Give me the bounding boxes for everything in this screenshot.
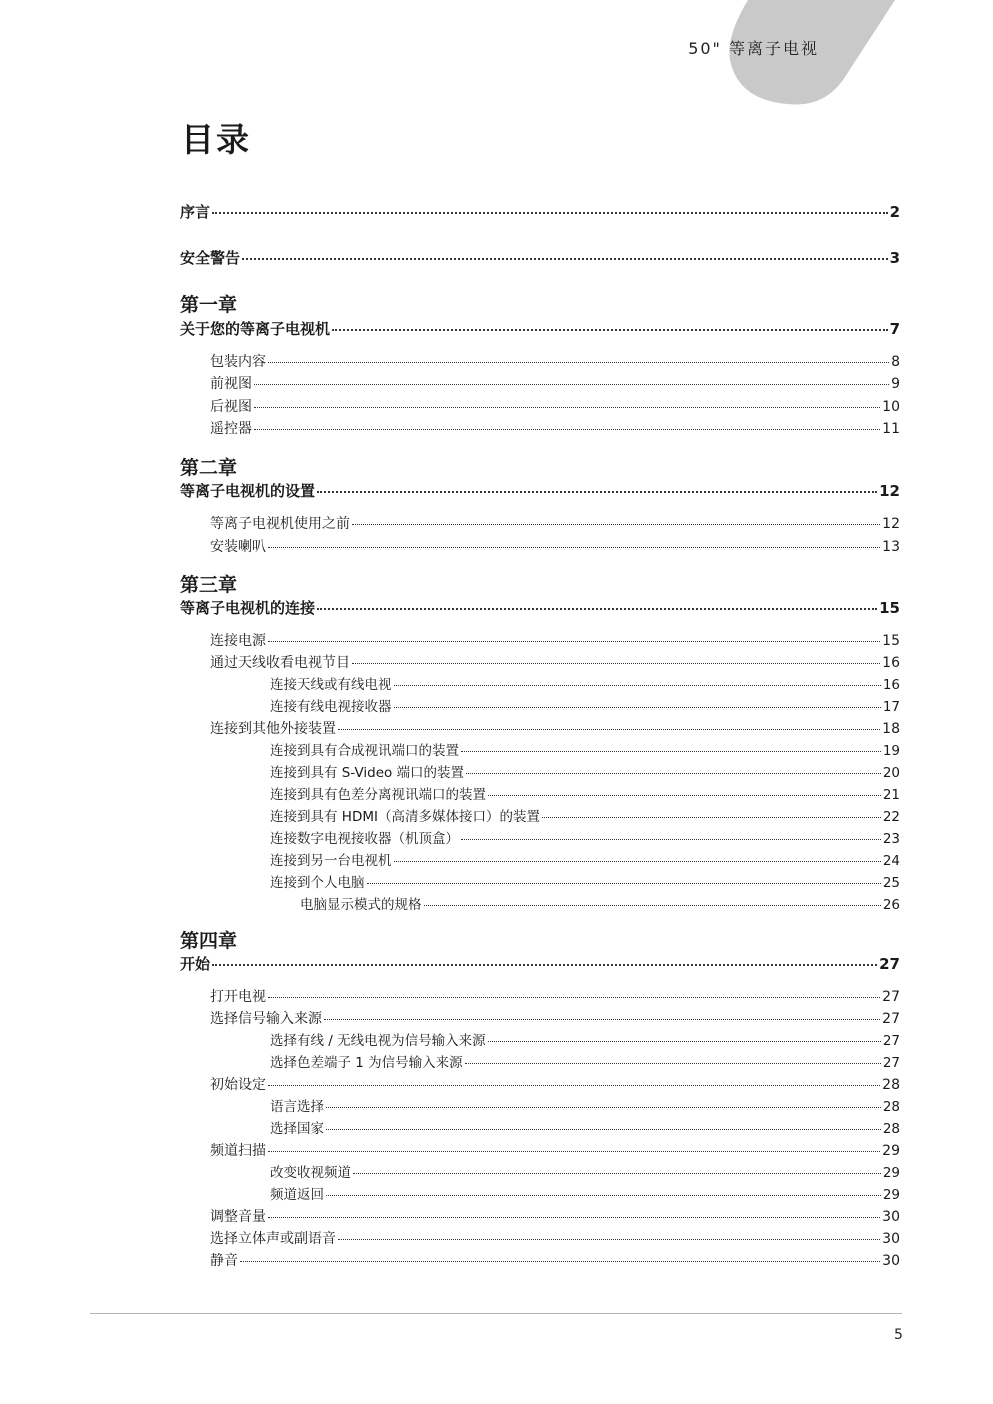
toc-entry-title: 电脑显示模式的规格 xyxy=(300,897,422,913)
dot-leader xyxy=(326,1128,881,1130)
toc-entry-title: 连接数字电视接收器（机顶盒） xyxy=(270,831,459,847)
toc-entry[interactable] xyxy=(210,374,900,394)
toc-entry[interactable] xyxy=(210,1075,900,1095)
toc-entry-page: 23 xyxy=(882,831,900,847)
toc-entry-page: 26 xyxy=(882,897,900,913)
toc-entry-page: 30 xyxy=(882,1209,900,1225)
toc-entry-title: 频道返回 xyxy=(270,1187,324,1203)
dot-leader xyxy=(317,607,877,610)
dot-leader xyxy=(268,1084,880,1086)
toc-entry[interactable] xyxy=(270,785,900,805)
toc-entry-page: 29 xyxy=(882,1187,900,1203)
footer-divider xyxy=(90,1313,902,1314)
toc-entry-page: 27 xyxy=(882,989,900,1005)
toc-entry-title: 通过天线收看电视节目 xyxy=(210,655,350,671)
toc-entry[interactable] xyxy=(270,1163,900,1183)
dot-leader xyxy=(488,1040,881,1042)
toc-entry[interactable] xyxy=(270,1053,900,1073)
dot-leader xyxy=(353,1172,881,1174)
toc-entry-page: 15 xyxy=(882,633,900,649)
dot-leader xyxy=(268,996,880,998)
dot-leader xyxy=(461,838,881,840)
toc-entry-title: 安全警告 xyxy=(180,249,241,267)
toc-entry[interactable] xyxy=(270,1185,900,1205)
toc-entry[interactable] xyxy=(270,829,900,849)
toc-entry-page: 21 xyxy=(882,787,900,803)
toc-entry-title: 连接天线或有线电视 xyxy=(270,677,392,693)
toc-entry-title: 连接有线电视接收器 xyxy=(270,699,392,715)
toc-entry-page: 13 xyxy=(882,539,900,555)
toc-entry-page: 11 xyxy=(882,421,900,437)
dot-leader xyxy=(317,490,877,493)
toc-entry[interactable] xyxy=(210,1229,900,1249)
toc-entry-title: 连接电源 xyxy=(210,633,266,649)
toc-entry-page: 27 xyxy=(882,1033,900,1049)
toc-entry[interactable] xyxy=(180,481,900,501)
toc-entry[interactable] xyxy=(300,895,900,915)
toc-entry-title: 选择立体声或副语音 xyxy=(210,1231,336,1247)
toc-entry-title: 等离子电视机的设置 xyxy=(180,482,316,500)
chapter-heading: 第四章 xyxy=(180,930,238,952)
toc-entry[interactable] xyxy=(210,537,900,557)
toc-entry-title: 开始 xyxy=(180,955,211,973)
dot-leader xyxy=(268,361,889,363)
dot-leader xyxy=(324,1018,880,1020)
toc-entry[interactable] xyxy=(270,807,900,827)
toc-entry[interactable] xyxy=(210,1009,900,1029)
toc-entry[interactable] xyxy=(210,397,900,417)
toc-entry[interactable] xyxy=(210,514,900,534)
dot-leader xyxy=(268,1216,880,1218)
toc-entry-title: 后视图 xyxy=(210,399,252,415)
toc-entry-page: 22 xyxy=(882,809,900,825)
dot-leader xyxy=(326,1106,881,1108)
toc-entry[interactable] xyxy=(210,419,900,439)
toc-entry-page: 27 xyxy=(879,955,900,973)
dot-leader xyxy=(352,523,880,525)
toc-entry-page: 19 xyxy=(882,743,900,759)
dot-leader xyxy=(338,1238,880,1240)
toc-entry-page: 28 xyxy=(882,1099,900,1115)
chapter-heading: 第一章 xyxy=(180,294,238,316)
toc-entry[interactable] xyxy=(270,851,900,871)
dot-leader xyxy=(394,706,881,708)
dot-leader xyxy=(254,428,880,430)
toc-entry[interactable] xyxy=(270,873,900,893)
toc-entry-title: 静音 xyxy=(210,1253,238,1269)
toc-entry-title: 调整音量 xyxy=(210,1209,266,1225)
toc-entry-page: 28 xyxy=(882,1121,900,1137)
toc-entry-title: 语言选择 xyxy=(270,1099,324,1115)
dot-leader xyxy=(254,406,880,408)
toc-entry-page: 30 xyxy=(882,1231,900,1247)
dot-leader xyxy=(465,1062,881,1064)
toc-entry-title: 序言 xyxy=(180,203,211,221)
dot-leader xyxy=(466,772,881,774)
toc-entry-title: 连接到具有 S-Video 端口的装置 xyxy=(270,765,465,781)
dot-leader xyxy=(242,257,888,260)
toc-entry-page: 3 xyxy=(889,249,900,267)
toc-entry-title: 连接到具有色差分离视讯端口的装置 xyxy=(270,787,486,803)
toc-entry-title: 选择信号输入来源 xyxy=(210,1011,322,1027)
toc-entry[interactable] xyxy=(210,1141,900,1161)
dot-leader xyxy=(352,662,880,664)
toc-entry-title: 包装内容 xyxy=(210,354,266,370)
page-number: 5 xyxy=(894,1327,903,1343)
toc-entry-page: 8 xyxy=(891,354,900,370)
document-header-title: 50" 等离子电视 xyxy=(688,39,819,58)
dot-leader xyxy=(461,750,881,752)
toc-entry-title: 选择有线 / 无线电视为信号输入来源 xyxy=(270,1033,486,1049)
toc-entry-title: 连接到具有合成视讯端口的装置 xyxy=(270,743,459,759)
dot-leader xyxy=(212,211,888,214)
toc-entry-title: 打开电视 xyxy=(210,989,266,1005)
toc-entry-page: 15 xyxy=(879,599,900,617)
toc-entry-page: 12 xyxy=(882,516,900,532)
toc-entry-title: 选择色差端子 1 为信号输入来源 xyxy=(270,1055,463,1071)
toc-entry-page: 18 xyxy=(882,721,900,737)
toc-entry-page: 30 xyxy=(882,1253,900,1269)
toc-entry-title: 初始设定 xyxy=(210,1077,266,1093)
toc-entry[interactable] xyxy=(210,631,900,651)
dot-leader xyxy=(394,684,881,686)
toc-entry-title: 连接到具有 HDMI（高清多媒体接口）的装置 xyxy=(270,809,540,825)
page-title: 目录 xyxy=(181,120,251,159)
toc-entry[interactable] xyxy=(210,987,900,1007)
toc-entry-title: 遥控器 xyxy=(210,421,252,437)
dot-leader xyxy=(326,1194,881,1196)
toc-entry-title: 连接到个人电脑 xyxy=(270,875,365,891)
toc-entry[interactable] xyxy=(210,653,900,673)
toc-entry[interactable] xyxy=(210,352,900,372)
toc-entry[interactable] xyxy=(270,1031,900,1051)
toc-entry-page: 27 xyxy=(882,1011,900,1027)
dot-leader xyxy=(268,1150,880,1152)
toc-entry[interactable] xyxy=(270,1097,900,1117)
toc-entry-page: 28 xyxy=(882,1077,900,1093)
toc-entry-page: 17 xyxy=(882,699,900,715)
dot-leader xyxy=(212,963,877,966)
dot-leader xyxy=(268,640,880,642)
toc-entry-title: 改变收视频道 xyxy=(270,1165,351,1181)
toc-entry-page: 29 xyxy=(882,1165,900,1181)
toc-entry[interactable] xyxy=(180,598,900,618)
toc-entry-page: 25 xyxy=(882,875,900,891)
toc-entry[interactable] xyxy=(180,319,900,339)
toc-entry-page: 16 xyxy=(882,655,900,671)
toc-entry-title: 前视图 xyxy=(210,376,252,392)
toc-entry-page: 7 xyxy=(889,320,900,338)
toc-entry-page: 10 xyxy=(882,399,900,415)
dot-leader xyxy=(268,546,880,548)
dot-leader xyxy=(367,882,881,884)
toc-entry-title: 选择国家 xyxy=(270,1121,324,1137)
toc-entry-page: 12 xyxy=(879,482,900,500)
toc-entry[interactable] xyxy=(270,741,900,761)
chapter-heading: 第三章 xyxy=(180,574,238,596)
toc-entry[interactable] xyxy=(210,719,900,739)
toc-entry-title: 等离子电视机的连接 xyxy=(180,599,316,617)
toc-entry[interactable] xyxy=(270,697,900,717)
toc-entry-page: 2 xyxy=(889,203,900,221)
toc-entry-title: 关于您的等离子电视机 xyxy=(180,320,331,338)
dot-leader xyxy=(338,728,880,730)
toc-entry-page: 9 xyxy=(891,376,900,392)
dot-leader xyxy=(394,860,881,862)
dot-leader xyxy=(254,383,889,385)
toc-entry-title: 安装喇叭 xyxy=(210,539,266,555)
dot-leader xyxy=(332,328,888,331)
toc-entry[interactable] xyxy=(180,954,900,974)
toc-entry[interactable] xyxy=(180,248,900,268)
chapter-heading: 第二章 xyxy=(180,457,238,479)
toc-entry[interactable] xyxy=(180,202,900,222)
toc-entry[interactable] xyxy=(210,1251,900,1271)
dot-leader xyxy=(542,816,881,818)
toc-entry[interactable] xyxy=(270,763,900,783)
toc-entry-title: 连接到另一台电视机 xyxy=(270,853,392,869)
dot-leader xyxy=(424,904,881,906)
toc-entry-page: 16 xyxy=(882,677,900,693)
toc-entry-page: 24 xyxy=(882,853,900,869)
toc-entry-title: 连接到其他外接装置 xyxy=(210,721,336,737)
toc-entry-title: 等离子电视机使用之前 xyxy=(210,516,350,532)
toc-entry[interactable] xyxy=(270,675,900,695)
toc-entry-page: 20 xyxy=(882,765,900,781)
dot-leader xyxy=(488,794,881,796)
dot-leader xyxy=(240,1260,880,1262)
toc-entry-page: 29 xyxy=(882,1143,900,1159)
toc-entry[interactable] xyxy=(210,1207,900,1227)
toc-entry-page: 27 xyxy=(882,1055,900,1071)
toc-entry-title: 频道扫描 xyxy=(210,1143,266,1159)
toc-entry[interactable] xyxy=(270,1119,900,1139)
